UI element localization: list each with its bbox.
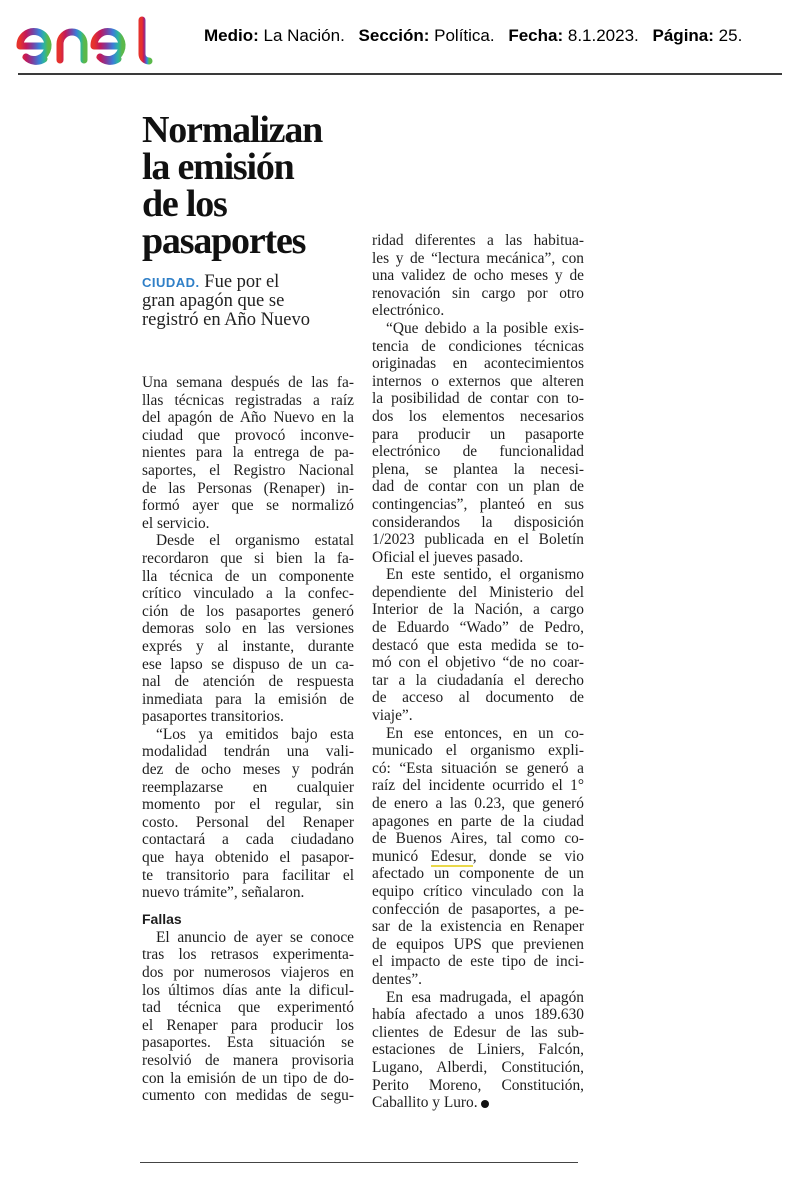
paragraph-line: afectado un componente de un <box>372 865 584 883</box>
paragraph-line: dos por numerosos viajeros en <box>142 964 354 981</box>
paragraph-line: demoras solo en las versiones <box>142 620 354 638</box>
paragraph-line: el Renaper para producir los <box>142 1016 354 1034</box>
paragraph-line: electrónico de funcionalidad <box>372 443 584 461</box>
paragraph <box>372 566 584 724</box>
clipping-metadata <box>204 26 742 46</box>
paragraph-line: de enero a las 0.23, que generó <box>372 795 584 812</box>
paragraph <box>372 989 584 1095</box>
paragraph-line: Caballito y Luro. <box>372 1094 584 1112</box>
paragraph-line: llas técnicas registradas a raíz <box>142 391 354 409</box>
paragraph-line: pasaportes. Esta situación se <box>142 1034 354 1052</box>
paragraph-line: sar de la existencia en Renaper <box>372 918 584 936</box>
paragraph <box>372 320 584 566</box>
paragraph-line: contactará a cada ciudadano <box>142 831 354 849</box>
paragraph-line: nientes para la entrega de pa- <box>142 444 354 462</box>
paragraph-line: tar a la ciudadanía el derecho <box>372 671 584 689</box>
medio-value: La Nación. <box>263 26 345 45</box>
paragraph-line: del apagón de Año Nuevo en la <box>142 409 354 427</box>
paragraph-line: te transitorio para facilitar el <box>142 866 354 884</box>
paragraph <box>142 726 354 902</box>
paragraph <box>142 929 354 1105</box>
paragraph-line: de equipos UPS que previenen <box>372 935 584 953</box>
paragraph-line: plena, se plantea la necesi- <box>372 460 584 478</box>
paragraph-line: “Que debido a la posible exis- <box>386 319 584 337</box>
paragraph-line: contingencias”, planteó en sus <box>372 495 584 513</box>
paragraph-line: inmediata para la emisión de <box>142 690 354 708</box>
paragraph-line: había afectado a unos 189.630 <box>372 1006 584 1024</box>
deck-line: gran apagón que se <box>142 291 285 311</box>
paragraph-line: momento por el regular, sin <box>142 796 354 814</box>
paragraph-line: Lugano, Alberdi, Constitución, <box>372 1058 584 1076</box>
paragraph-line: renovación sin cargo por otro <box>372 284 584 302</box>
paragraph-line: Una semana después de las fa- <box>142 374 354 391</box>
paragraph <box>142 374 354 532</box>
paragraph-line: confección de pasaportes, a pe- <box>372 900 584 918</box>
paragraph-line: ridad diferentes a las habitua- <box>372 232 584 249</box>
paragraph-line: municado el organismo expli- <box>372 742 584 760</box>
paragraph <box>372 865 584 988</box>
header-divider <box>18 73 782 75</box>
paragraph-line: dentes”. <box>372 970 422 988</box>
paragraph-line: pasaportes transitorios. <box>142 708 284 726</box>
paragraph-line: para producir un pasaporte <box>372 425 584 443</box>
paragraph-line: costo. Personal del Renaper <box>142 813 354 831</box>
paragraph-line: la posibilidad de contar con to- <box>372 390 584 408</box>
paragraph-line: equipo crítico vinculado con la <box>372 882 584 900</box>
paragraph-line: con la emisión de un tipo de do- <box>142 1069 354 1087</box>
paragraph-line: exprés y al instante, durante <box>142 637 354 655</box>
paragraph <box>372 232 584 320</box>
seccion-label: Sección: <box>358 26 430 45</box>
paragraph-line: dad de contar con un plan de <box>372 478 584 496</box>
paragraph-line: Oficial el jueves pasado. <box>372 548 524 566</box>
paragraph-line: tad técnica que experimentó <box>142 999 354 1017</box>
seccion-value: Política. <box>434 26 495 45</box>
paragraph-line: apagones en parte de la ciudad <box>372 812 584 830</box>
headline-line: la emisión <box>142 146 294 188</box>
paragraph-line: En esa madrugada, el apagón <box>386 988 584 1006</box>
paragraph <box>142 532 354 726</box>
paragraph-line: reemplazarse en cualquier <box>142 778 354 796</box>
paragraph-line: el impacto de este tipo de inci- <box>372 953 584 971</box>
paragraph-line: raíz del incidente ocurrido el 1° <box>372 777 584 795</box>
paragraph-line: En ese entonces, en un co- <box>386 724 584 742</box>
paragraph-line: cumento con medidas de segu- <box>142 1087 354 1105</box>
paragraph-line: considerandos la disposición <box>372 513 584 531</box>
paragraph-line: de las Personas (Renaper) in- <box>142 479 354 497</box>
paragraph-line: 1/2023 publicada en el Boletín <box>372 531 584 549</box>
paragraph-line: ese lapso se dispuso de un ca- <box>142 655 354 673</box>
paragraph <box>372 725 584 848</box>
end-mark-icon <box>481 1100 489 1108</box>
paragraph-line: Interior de la Nación, a cargo <box>372 601 584 619</box>
paragraph-line: les y de “lectura mecánica”, con <box>372 249 584 267</box>
headline-line: pasaportes <box>142 220 306 262</box>
paragraph-line: de Eduardo “Wado” de Pedro, <box>372 619 584 637</box>
paragraph-line: electrónico. <box>372 302 445 320</box>
paragraph-line: los últimos días ante la dificul- <box>142 981 354 999</box>
paragraph-line: Desde el organismo estatal <box>156 532 354 550</box>
footer-divider <box>140 1162 578 1163</box>
paragraph-line: resolvió de manera provisoria <box>142 1051 354 1069</box>
paragraph-line: dependiente del Ministerio del <box>372 583 584 601</box>
paragraph-line: internos o externos que alteren <box>372 372 584 390</box>
paragraph-line: de Buenos Aires, tal como co- <box>372 830 584 848</box>
highlighted-word: Edesur <box>430 847 473 865</box>
paragraph-line: destacó que esta medida se to- <box>372 636 584 654</box>
fecha-value: 8.1.2023. <box>567 26 639 45</box>
headline-line: Normalizan <box>142 109 323 151</box>
pagina-value: 25. <box>718 26 743 45</box>
article-deck <box>142 273 357 330</box>
paragraph-line: recordaron que si bien la fa- <box>142 549 354 567</box>
paragraph-line: crítico vinculado a la confec- <box>142 585 354 603</box>
article-headline <box>142 109 362 262</box>
paragraph-line: nal de atención de respuesta <box>142 673 354 691</box>
paragraph-line: estaciones de Liniers, Falcón, <box>372 1041 584 1059</box>
body-column-left <box>142 374 354 1105</box>
paragraph-line: viaje”. <box>372 707 413 725</box>
clipping-header <box>0 0 800 76</box>
paragraph-line: una validez de ocho meses y de <box>372 267 584 285</box>
paragraph-line: Perito Moreno, Constitución, <box>372 1076 584 1094</box>
paragraph-line: el servicio. <box>142 514 210 532</box>
paragraph-line: modalidad tendrán una vali- <box>142 743 354 761</box>
fecha-label: Fecha: <box>508 26 564 45</box>
paragraph-line: El anuncio de ayer se conoce <box>156 928 354 946</box>
paragraph-line: tras los retrasos experimenta- <box>142 946 354 964</box>
paragraph-line: ción de los pasaportes generó <box>142 602 354 620</box>
paragraph-line: lla técnica de un componente <box>142 567 354 585</box>
paragraph-line: dez de ocho meses y podrán <box>142 761 354 779</box>
paragraph-line: clientes de Edesur de las sub- <box>372 1023 584 1041</box>
subheading: Fallas <box>142 910 182 927</box>
paragraph-line: de acceso al documento de <box>372 689 584 707</box>
paragraph-line: formó ayer que se normalizó <box>142 497 354 515</box>
medio-label: Medio: <box>204 26 259 45</box>
deck-line: registró en Año Nuevo <box>142 310 311 330</box>
paragraph-line: En este sentido, el organismo <box>386 566 584 584</box>
headline-line: de los <box>142 183 227 225</box>
paragraph-line: “Los ya emitidos bajo esta <box>156 725 354 743</box>
paragraph-line: municó Edesur, donde se vio <box>372 847 584 865</box>
paragraph-line: mó con el objetivo “de no coar- <box>372 654 584 672</box>
paragraph-line: dos los elementos necesarios <box>372 407 584 425</box>
section-kicker: CIUDAD. <box>142 275 200 290</box>
deck-line: Fue por el <box>204 272 280 292</box>
paragraph-line: nuevo trámite”, señalaron. <box>142 884 305 902</box>
body-column-right <box>372 232 584 1112</box>
paragraph-line: originadas en acontecimientos <box>372 355 584 373</box>
paragraph-line: que haya obtenido el pasapor- <box>142 849 354 867</box>
paragraph-line: saportes, el Registro Nacional <box>142 461 354 479</box>
enel-logo <box>14 14 174 68</box>
pagina-label: Página: <box>652 26 714 45</box>
paragraph-line: tencia de condiciones técnicas <box>372 337 584 355</box>
paragraph-line: có: “Esta situación se generó a <box>372 759 584 777</box>
paragraph-line: ciudad que provocó inconve- <box>142 426 354 444</box>
